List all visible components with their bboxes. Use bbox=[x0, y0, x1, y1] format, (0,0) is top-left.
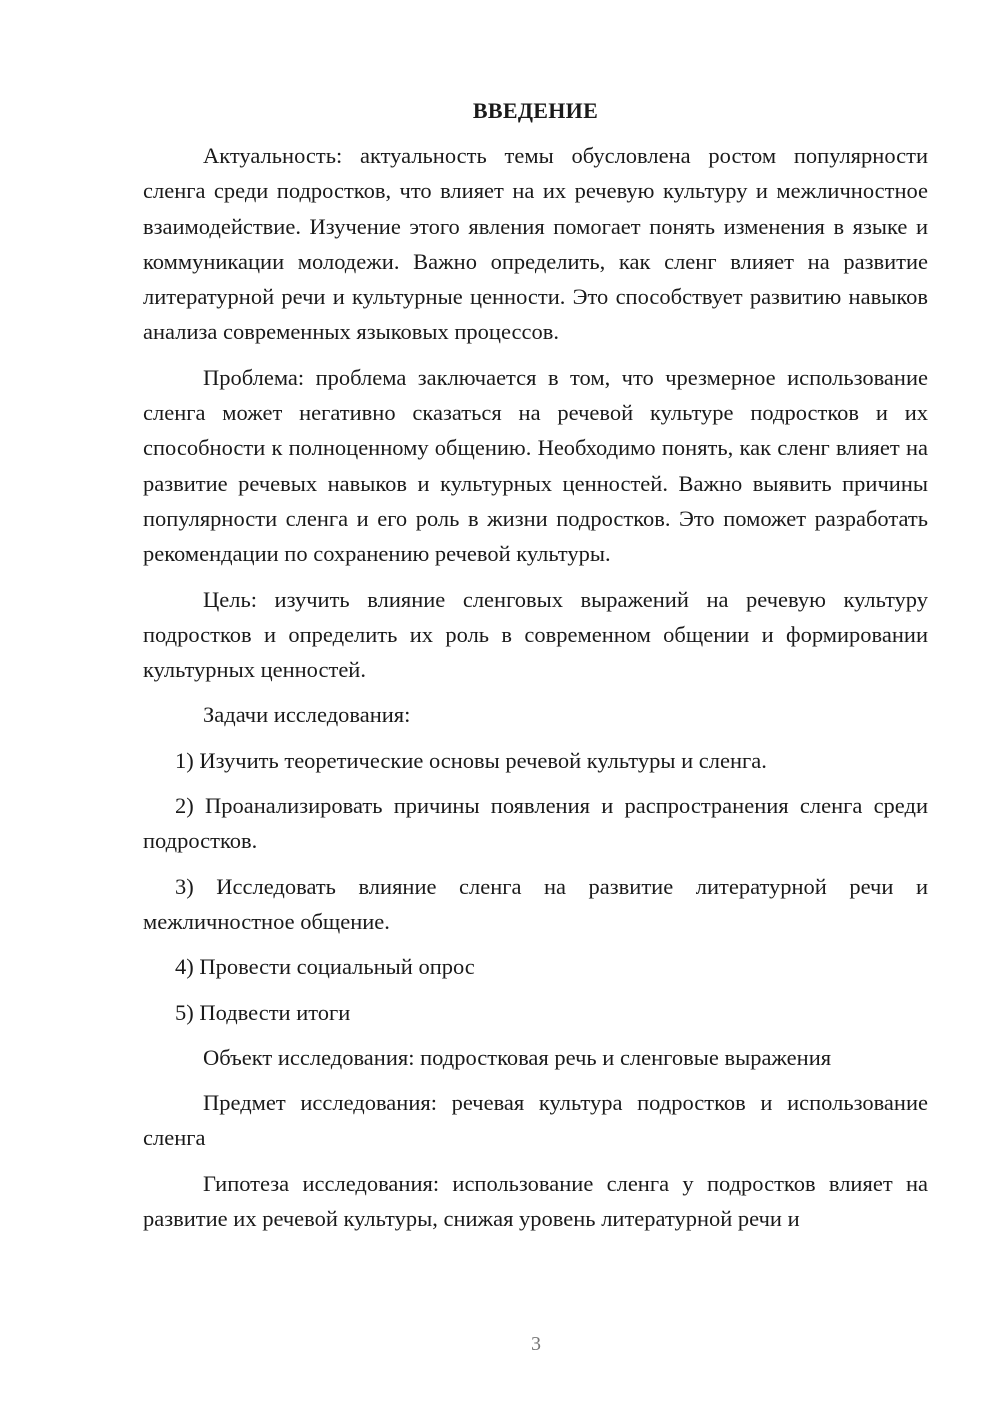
hypothesis-paragraph: Гипотеза исследования: использование сленга у подростков влияет на развитие их речевой культуры, снижая уровень литературной речи и bbox=[143, 1170, 928, 1232]
task-item-5: 5) Подвести итоги bbox=[175, 999, 351, 1025]
task-item-2: 2) Проанализировать причины появления и распространения сленга среди подростков. bbox=[143, 793, 928, 854]
page-number: 3 bbox=[531, 1333, 541, 1355]
task-item-3: 3) Исследовать влияние сленга на развитие литературной речи и межличностное общение. bbox=[143, 873, 928, 934]
relevance-paragraph: Актуальность: актуальность темы обусловлена ростом популярности сленга среди подростков, что влияет на их речевую культуру и межличностное взаимодействие. Изучение этого явления помогает понять изменения в языке и коммуникации молодежи. Важно определить, как сленг влияет на развитие литературной речи и культурные ценности. Это способствует развитию навыков анализа современных языковых процессов. bbox=[143, 143, 928, 345]
section-title: ВВЕДЕНИЕ bbox=[472, 98, 599, 123]
document-page bbox=[143, 96, 928, 1246]
subject-paragraph: Предмет исследования: речевая культура подростков и использование сленга bbox=[143, 1090, 928, 1151]
problem-paragraph: Проблема: проблема заключается в том, что чрезмерное использование сленга может негативно сказаться на речевой культуре подростков и их способности к полноценному общению. Необходимо понять, как сленг влияет на развитие речевых навыков и культурных ценностей. Важно выявить причины популярности сленга и его роль в жизни подростков. Это поможет разработать рекомендации по сохранению речевой культуры. bbox=[143, 364, 928, 567]
goal-paragraph: Цель: изучить влияние сленговых выражений на речевую культуру подростков и определить их роль в современном общении и формировании культурных ценностей. bbox=[143, 586, 928, 683]
object-paragraph: Объект исследования: подростковая речь и сленговые выражения bbox=[203, 1044, 832, 1070]
task-item-4: 4) Провести социальный опрос bbox=[175, 954, 475, 980]
task-item-1: 1) Изучить теоретические основы речевой культуры и сленга. bbox=[175, 747, 767, 773]
tasks-heading: Задачи исследования: bbox=[203, 702, 411, 728]
